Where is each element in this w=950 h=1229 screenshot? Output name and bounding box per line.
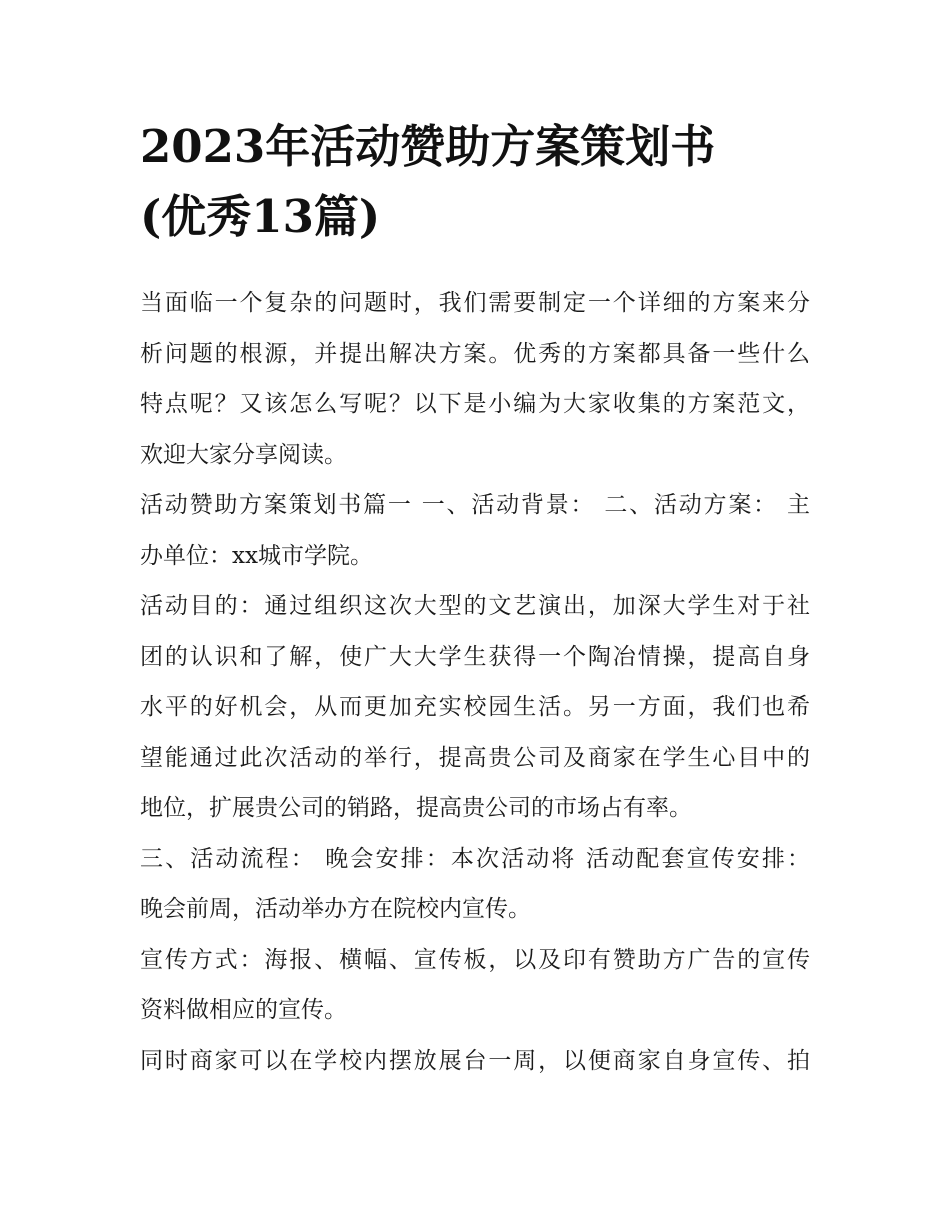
paragraph-line: 晚会前周，活动举办方在院校内宣传。: [140, 896, 531, 922]
paragraph-line: 活动目的：通过组织这次大型的文艺演出，加深大学生对于社: [140, 593, 810, 619]
paragraph-line: 析问题的根源，并提出解决方案。优秀的方案都具备一些什么: [140, 340, 810, 367]
paragraph-line: 水平的好机会，从而更加充实校园生活。另一方面，我们也希: [140, 694, 810, 720]
paragraph-purpose: [140, 581, 810, 834]
paragraph-section-one: [140, 480, 810, 581]
document-title: [140, 112, 820, 252]
paragraph-intro: [140, 278, 810, 480]
paragraph-line: 当面临一个复杂的问题时，我们需要制定一个详细的方案来分: [140, 290, 810, 316]
title-line-1: 2023年活动赞助方案策划书: [140, 120, 716, 173]
paragraph-line: 同时商家可以在学校内摆放展台一周，以便商家自身宣传、拍: [140, 1047, 810, 1074]
paragraph-line: 团的认识和了解，使广大大学生获得一个陶冶情操，提高自身: [140, 643, 810, 670]
title-line-2: (优秀13篇): [140, 190, 381, 243]
paragraph-line: 地位，扩展贵公司的销路，提高贵公司的市场占有率。: [140, 795, 692, 821]
paragraph-line: 欢迎大家分享阅读。: [140, 441, 347, 468]
paragraph-promotion-methods: [140, 935, 810, 1036]
paragraph-process: [140, 834, 810, 935]
paragraph-booth: [140, 1036, 810, 1087]
paragraph-line: 特点呢？又该怎么写呢？以下是小编为大家收集的方案范文，: [140, 391, 810, 417]
paragraph-line: 宣传方式：海报、横幅、宣传板，以及印有赞助方广告的宣传: [140, 946, 810, 973]
paragraph-line: 资料做相应的宣传。: [140, 997, 347, 1023]
paragraph-line: 望能通过此次活动的举行，提高贵公司及商家在学生心目中的: [140, 744, 810, 771]
paragraph-line: 办单位：xx城市学院。: [140, 542, 373, 569]
document-body: [140, 278, 810, 1086]
paragraph-line: 活动赞助方案策划书篇一 一、活动背景： 二、活动方案： 主: [140, 492, 810, 518]
paragraph-line: 三、活动流程： 晚会安排：本次活动将 活动配套宣传安排：: [140, 845, 810, 872]
